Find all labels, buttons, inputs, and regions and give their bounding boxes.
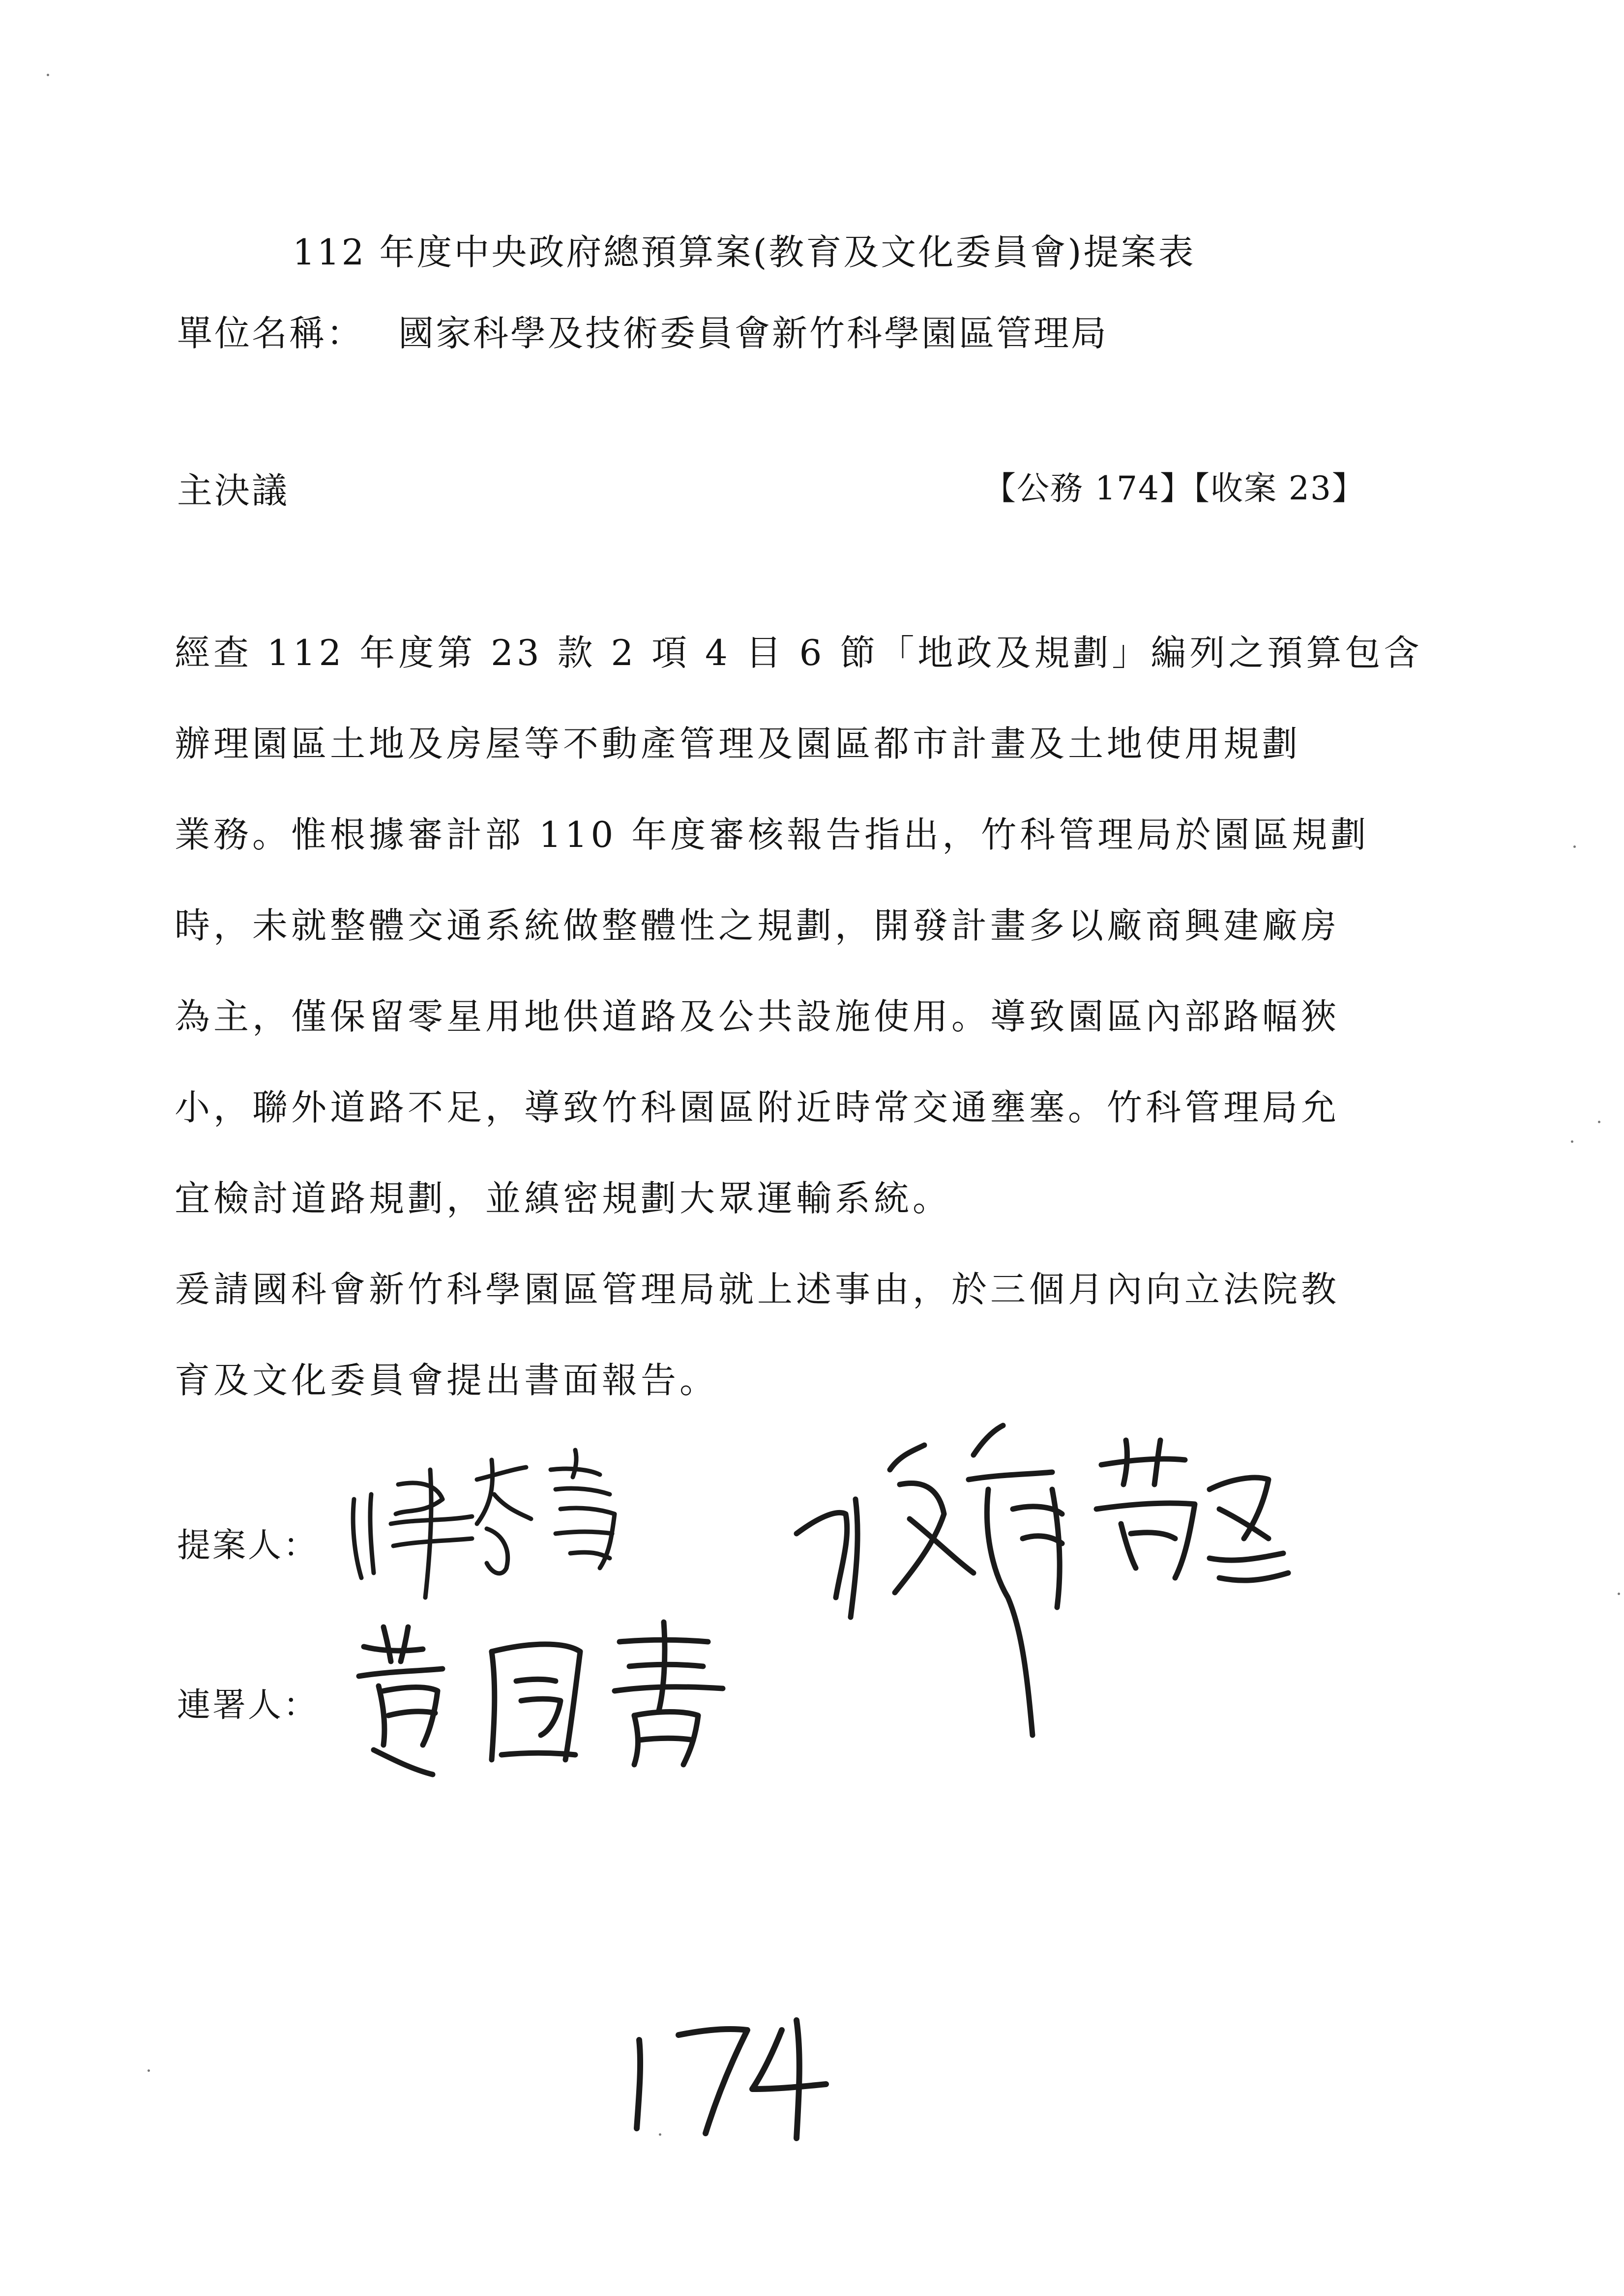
cosigner-signature-2 bbox=[777, 1411, 1298, 1794]
unit-label: 單位名稱： bbox=[177, 313, 364, 354]
unit-row bbox=[177, 305, 1108, 356]
body-line: 小，聯外道路不足，導致竹科園區附近時常交通壅塞。竹科管理局允 bbox=[175, 1087, 1340, 1128]
body-line: 時，未就整體交通系統做整體性之規劃，開發計畫多以廠商興建廠房 bbox=[175, 905, 1340, 946]
cosigner-signature-1 bbox=[344, 1612, 728, 1779]
scan-speck bbox=[1571, 1140, 1573, 1143]
scan-speck bbox=[148, 2069, 150, 2072]
body-line: 業務。惟根據審計部 110 年度審核報告指出，竹科管理局於園區規劃 bbox=[175, 814, 1370, 855]
handwritten-page-number bbox=[620, 2010, 846, 2153]
body-line: 宜檢討道路規劃，並縝密規劃大眾運輸系統。 bbox=[175, 1178, 952, 1219]
proposer-label: 提案人： bbox=[177, 1526, 319, 1565]
cosigner-label: 連署人： bbox=[177, 1686, 319, 1725]
body-line: 育及文化委員會提出書面報告。 bbox=[175, 1360, 719, 1401]
body-line: 辦理園區土地及房屋等不動產管理及園區都市計畫及土地使用規劃 bbox=[175, 723, 1301, 764]
unit-name: 國家科學及技術委員會新竹科學園區管理局 bbox=[398, 313, 1109, 354]
document-title: 112 年度中央政府總預算案(教育及文化委員會)提案表 bbox=[293, 232, 1196, 273]
scan-speck bbox=[1598, 1121, 1600, 1123]
scan-speck bbox=[1618, 1593, 1620, 1595]
case-codes: 【公務 174】【收案 23】 bbox=[983, 469, 1365, 507]
body-line: 經查 112 年度第 23 款 2 項 4 目 6 節「地政及規劃」編列之預算包含 bbox=[175, 632, 1423, 673]
proposer-signature bbox=[344, 1440, 688, 1602]
body-line: 為主，僅保留零星用地供道路及公共設施使用。導致園區內部路幅狹 bbox=[175, 996, 1340, 1037]
scan-speck bbox=[1573, 845, 1576, 848]
decision-label: 主決議 bbox=[177, 470, 290, 511]
scan-speck bbox=[47, 74, 49, 76]
body-line: 爰請國科會新竹科學園區管理局就上述事由，於三個月內向立法院教 bbox=[175, 1269, 1340, 1310]
